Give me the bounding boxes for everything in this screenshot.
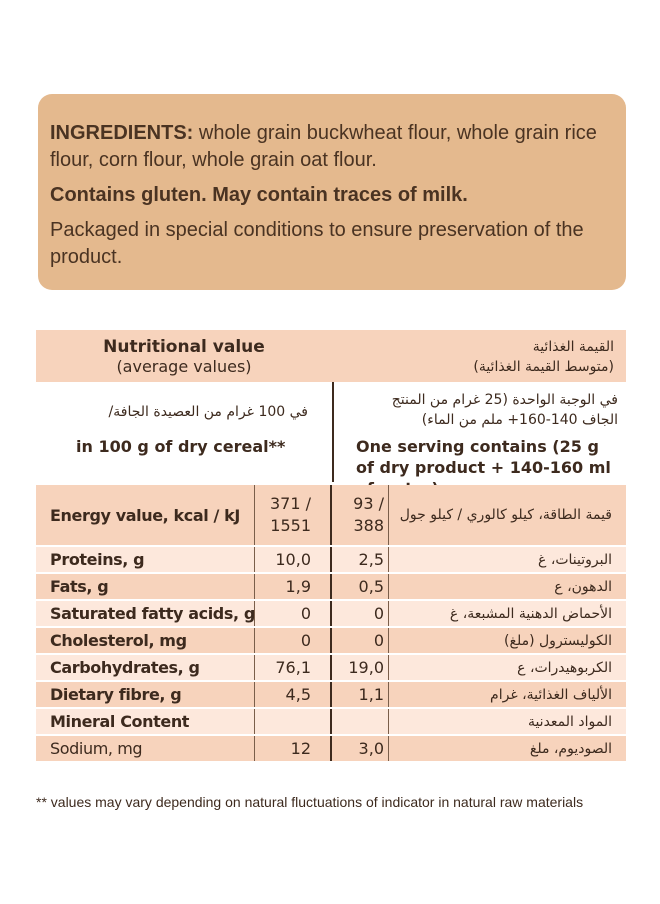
nutrition-table xyxy=(36,330,626,769)
table-row xyxy=(36,485,626,547)
table-row xyxy=(36,601,626,628)
nutrient-name: Dietary fibre, g xyxy=(50,685,182,704)
ingredients-text: whole grain buckwheat flour, whole grain rice flour, corn flour, whole grain oat flour. xyxy=(50,122,597,171)
value-per-serving: 19,0 xyxy=(330,655,389,680)
table-row xyxy=(36,736,626,763)
header-english xyxy=(36,337,332,377)
allergen-warning: Contains gluten. May contain traces of milk. xyxy=(50,184,468,206)
value-per-100g xyxy=(254,709,313,734)
ingredients-label: INGREDIENTS: xyxy=(50,122,194,144)
nutrient-name: Sodium, mg xyxy=(50,739,143,758)
value-per-serving: 93 / 388 xyxy=(330,485,389,545)
nutrient-name-arabic: المواد المعدنية xyxy=(527,713,612,730)
table-row xyxy=(36,682,626,709)
value-per-100g: 371 / 1551 xyxy=(254,485,313,545)
nutrition-header xyxy=(36,330,626,382)
value-per-serving: 3,0 xyxy=(330,736,389,761)
packaging-note: Packaged in special conditions to ensure preservation of the product. xyxy=(50,219,584,268)
nutrient-name: Cholesterol, mg xyxy=(50,631,187,650)
value-per-100g: 12 xyxy=(254,736,313,761)
value-per-100g: 4,5 xyxy=(254,682,313,707)
footnote: ** values may vary depending on natural fluctuations of indicator in natural raw materials xyxy=(36,794,584,810)
header-arabic xyxy=(354,337,614,377)
value-per-100g: 76,1 xyxy=(254,655,313,680)
value-per-serving xyxy=(330,709,389,734)
nutrient-name-arabic: البروتينات، غ xyxy=(538,551,612,568)
per-serving-arabic: في الوجبة الواحدة (25 غرام من المنتج الجاف 140-160+ ملم من الماء) xyxy=(391,392,618,428)
ingredients-line xyxy=(50,120,614,174)
per-100g-arabic: في 100 غرام من العصيدة الجافة/ xyxy=(108,404,308,420)
value-per-serving: 2,5 xyxy=(330,547,389,572)
value-per-100g: 0 xyxy=(254,601,313,626)
nutrient-name-arabic: الدهون، ع xyxy=(554,578,612,595)
nutrient-name: Fats, g xyxy=(50,577,109,596)
value-per-serving: 1,1 xyxy=(330,682,389,707)
table-row xyxy=(36,547,626,574)
table-row xyxy=(36,655,626,682)
value-per-serving: 0,5 xyxy=(330,574,389,599)
per-serving-column-heading xyxy=(356,390,618,499)
header-en-subtitle: (average values) xyxy=(116,357,252,376)
nutrient-name-arabic: الأحماض الدهنية المشبعة، غ xyxy=(449,605,612,622)
nutrient-name: Proteins, g xyxy=(50,550,145,569)
per-100g-column-heading xyxy=(36,402,332,458)
table-row xyxy=(36,628,626,655)
nutrient-name-arabic: الكوليسترول (ملغ) xyxy=(504,632,612,649)
nutrient-name: Saturated fatty acids, g xyxy=(50,604,255,623)
table-row xyxy=(36,709,626,736)
column-divider xyxy=(332,382,334,482)
per-100g-english: in 100 g of dry cereal** xyxy=(76,437,286,456)
value-per-100g: 0 xyxy=(254,628,313,653)
nutrient-name: Carbohydrates, g xyxy=(50,658,200,677)
header-ar-subtitle: (متوسط القيمة الغذائية) xyxy=(473,359,614,375)
nutrient-name-arabic: الكربوهيدرات، ع xyxy=(517,659,612,676)
nutrient-name: Energy value, kcal / kJ xyxy=(50,505,240,525)
value-per-100g: 10,0 xyxy=(254,547,313,572)
nutrient-name-arabic: الألياف الغذائية، غرام xyxy=(490,686,612,703)
per-serving-english: One serving contains (25 g of dry product + 140-160 ml xyxy=(356,437,611,477)
header-ar-title: القيمة الغذائية xyxy=(532,339,614,355)
nutrition-rows xyxy=(36,485,626,763)
value-per-100g: 1,9 xyxy=(254,574,313,599)
header-en-title: Nutritional value xyxy=(103,337,265,357)
value-per-serving: 0 xyxy=(330,601,389,626)
ingredients-panel xyxy=(38,94,626,290)
table-row xyxy=(36,574,626,601)
nutrient-name-arabic: الصوديوم، ملغ xyxy=(529,740,612,757)
value-per-serving: 0 xyxy=(330,628,389,653)
nutrient-name: Mineral Content xyxy=(50,712,190,731)
nutrient-name-arabic: قيمة الطاقة، كيلو كالوري / كيلو جول xyxy=(399,507,612,523)
